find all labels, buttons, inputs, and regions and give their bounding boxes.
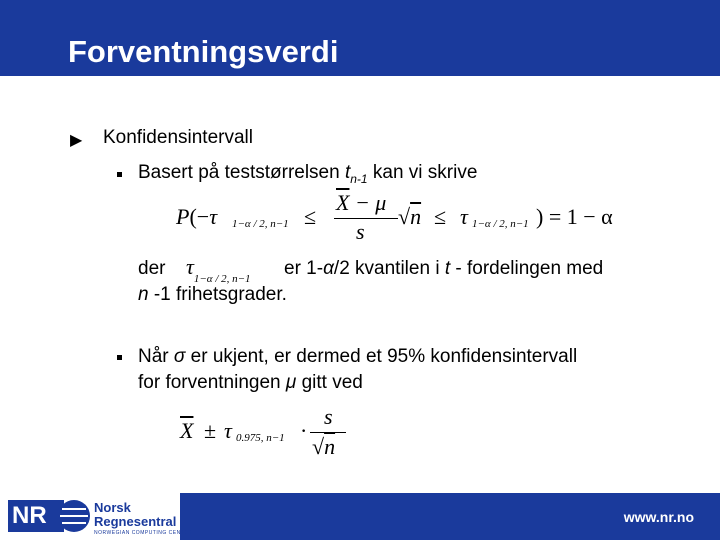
der-text: er 1-α/2 kvantilen i t - fordelingen med [284, 258, 604, 279]
org-name-line1: Norsk [94, 500, 131, 515]
formula-confidence-interval: $\overline{X}$ ± τ 0.975, n−1 · s √n [180, 404, 360, 464]
square-bullet-icon [117, 355, 122, 360]
item2-line2: for forventningen μ gitt ved [138, 372, 363, 393]
tau-symbol: $\tau_{1-\alpha / 2, n-1}$ [186, 254, 251, 285]
square-bullet-icon [117, 172, 122, 177]
nr-logo: NR [8, 500, 64, 532]
slide-title: Forventningsverdi [68, 34, 339, 69]
der-text-line2: n -1 frihetsgrader. [138, 284, 287, 305]
website-link[interactable]: www.nr.no [623, 509, 694, 525]
der-label: der [138, 258, 166, 279]
org-subtitle: NORWEGIAN COMPUTING CENTER [94, 530, 193, 536]
item1-text: Basert på teststørrelsen $t_{n-1}$ kan vi skrive [138, 162, 478, 186]
bullet-konfidensintervall: Konfidensintervall [103, 127, 253, 148]
item2-line1: Når σ er ukjent, er dermed et 95% konfidensintervall [138, 346, 578, 367]
formula-probability: P(−τ 1−α / 2, n−1 ≤ $\overline{X} - \mu$ s √n ≤ τ 1−α / 2, n−1 ) = 1 − α [176, 190, 613, 244]
org-name-line2: Regnesentral [94, 514, 177, 529]
triangle-bullet-icon: ▶ [70, 132, 83, 149]
globe-icon [58, 500, 90, 532]
